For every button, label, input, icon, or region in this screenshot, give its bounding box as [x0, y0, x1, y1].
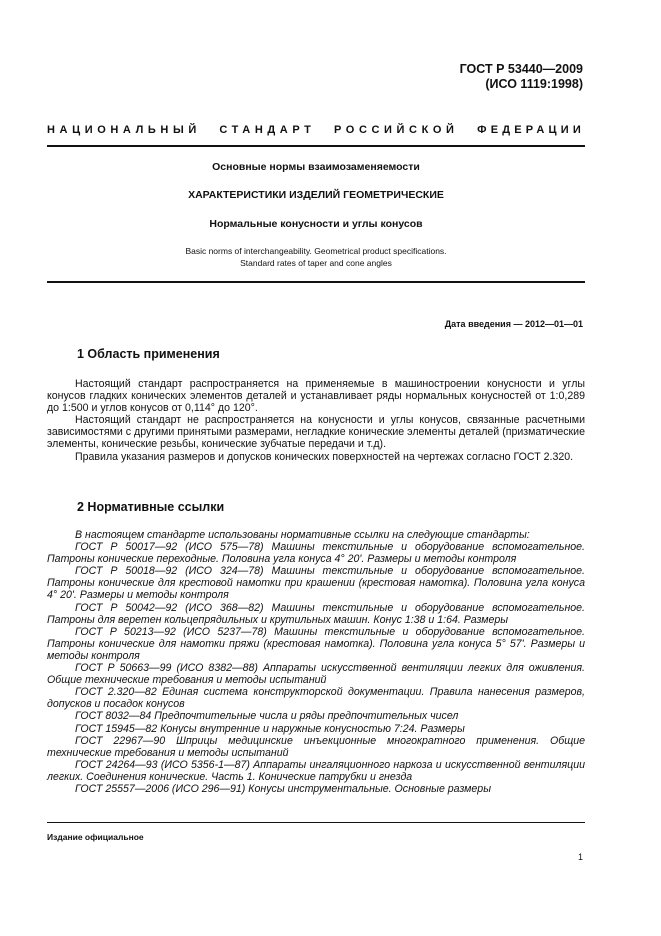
introduction-date: Дата введения — 2012—01—01: [444, 319, 583, 329]
banner-word: РОССИЙСКОЙ: [334, 124, 459, 136]
reference-item: ГОСТ Р 50017—92 (ИСО 575—78) Машины текстильные и оборудование вспомогательное. Патроны конические переходные. Половина угла конуса 4° 20'. Размеры и методы контроля: [47, 541, 585, 566]
reference-item: ГОСТ Р 50042—92 (ИСО 368—82) Машины текстильные и оборудование вспомогательное. Патроны для веретен кольцепрядильных и крутильных машин. Конус 1:38 и 1:64. Размеры: [47, 601, 585, 626]
title-line-2: ХАРАКТЕРИСТИКИ ИЗДЕЛИЙ ГЕОМЕТРИЧЕСКИЕ: [188, 189, 444, 201]
national-standard-banner: [47, 124, 585, 136]
title-line-3: Нормальные конусности и углы конусов: [209, 218, 423, 230]
section-1-heading: 1 Область применения: [77, 347, 220, 361]
banner-word: НАЦИОНАЛЬНЫЙ: [47, 124, 201, 136]
english-title: [47, 245, 585, 269]
title-divider: [47, 281, 585, 283]
reference-item: ГОСТ 2.320—82 Единая система конструкторской документации. Правила нанесения размеров, допусков и посадок конусов: [47, 686, 585, 711]
reference-item: ГОСТ 8032—84 Предпочтительные числа и ряды предпочтительных чисел: [75, 710, 459, 723]
reference-item: ГОСТ 25557—2006 (ИСО 296—91) Конусы инструментальные. Основные размеры: [75, 782, 491, 795]
reference-item: ГОСТ Р 50663—99 (ИСО 8382—88) Аппараты искусственной вентиляции легких для оживления. Общие технические требования и методы испытаний: [47, 662, 585, 687]
banner-word: СТАНДАРТ: [219, 124, 316, 136]
reference-item: ГОСТ 24264—93 (ИСО 5356-1—87) Аппараты ингаляционного наркоза и искусственной вентиляции легких. Соединения конические. Часть 1. Конические патрубки и гнезда: [47, 758, 585, 783]
standard-number: ГОСТ Р 53440—2009: [459, 62, 583, 76]
reference-intro: В настоящем стандарте использованы нормативные ссылки на следующие стандарты:: [75, 529, 530, 541]
paragraph: Настоящий стандарт распространяется на применяемые в машиностроении конусности и углы конусов гладких конических элементов деталей и устанавливает ряды нормальных конусностей от 1:0,289 до 1:500 и углов конусов от 0,114° до 120°.: [47, 378, 585, 415]
standard-number-header: [460, 62, 583, 92]
section-1-body: [47, 378, 585, 463]
footer-divider: [47, 822, 585, 823]
reference-item: ГОСТ Р 50213—92 (ИСО 5237—78) Машины текстильные и оборудование вспомогательное. Патроны конические для намотки пряжи (крестовая намотка). Половина угла конуса 5° 57'. Размеры и методы контроля: [47, 625, 585, 662]
paragraph: Настоящий стандарт не распространяется на конусности и углы конусов, связанные расчетными зависимостями с другими принятыми размерами, негладкие конические элементы деталей (призматические элементы, конические резьбы, конические зубчатые передачи и т.д).: [47, 414, 585, 451]
top-divider: [47, 145, 585, 147]
paragraph: Правила указания размеров и допусков конических поверхностей на чертежах согласно ГОСТ 2.320.: [75, 450, 574, 463]
section-2-references: [47, 529, 585, 795]
iso-number: (ИСО 1119:1998): [485, 77, 583, 91]
reference-item: ГОСТ 15945—82 Конусы внутренние и наружные конусностью 7:24. Размеры: [75, 722, 465, 735]
section-2-heading: 2 Нормативные ссылки: [77, 500, 225, 514]
page-number: 1: [577, 852, 583, 862]
title-line-1: Основные нормы взаимозаменяемости: [212, 161, 420, 173]
reference-item: ГОСТ 22967—90 Шприцы медицинские инъекционные многократного применения. Общие технические требования и методы испытаний: [47, 734, 585, 759]
reference-item: ГОСТ Р 50018—92 (ИСО 324—78) Машины текстильные и оборудование вспомогательное. Патроны конические для крестовой намотки при крашении (крестовая намотка). Половина угла конуса 4° 20'. Размеры и методы контроля: [47, 565, 585, 602]
english-title-line-2: Standard rates of taper and cone angles: [240, 258, 392, 268]
banner-word: ФЕДЕРАЦИИ: [477, 124, 585, 136]
english-title-line-1: Basic norms of interchangeability. Geometrical product specifications.: [185, 246, 447, 256]
official-edition: Издание официальное: [47, 832, 144, 842]
